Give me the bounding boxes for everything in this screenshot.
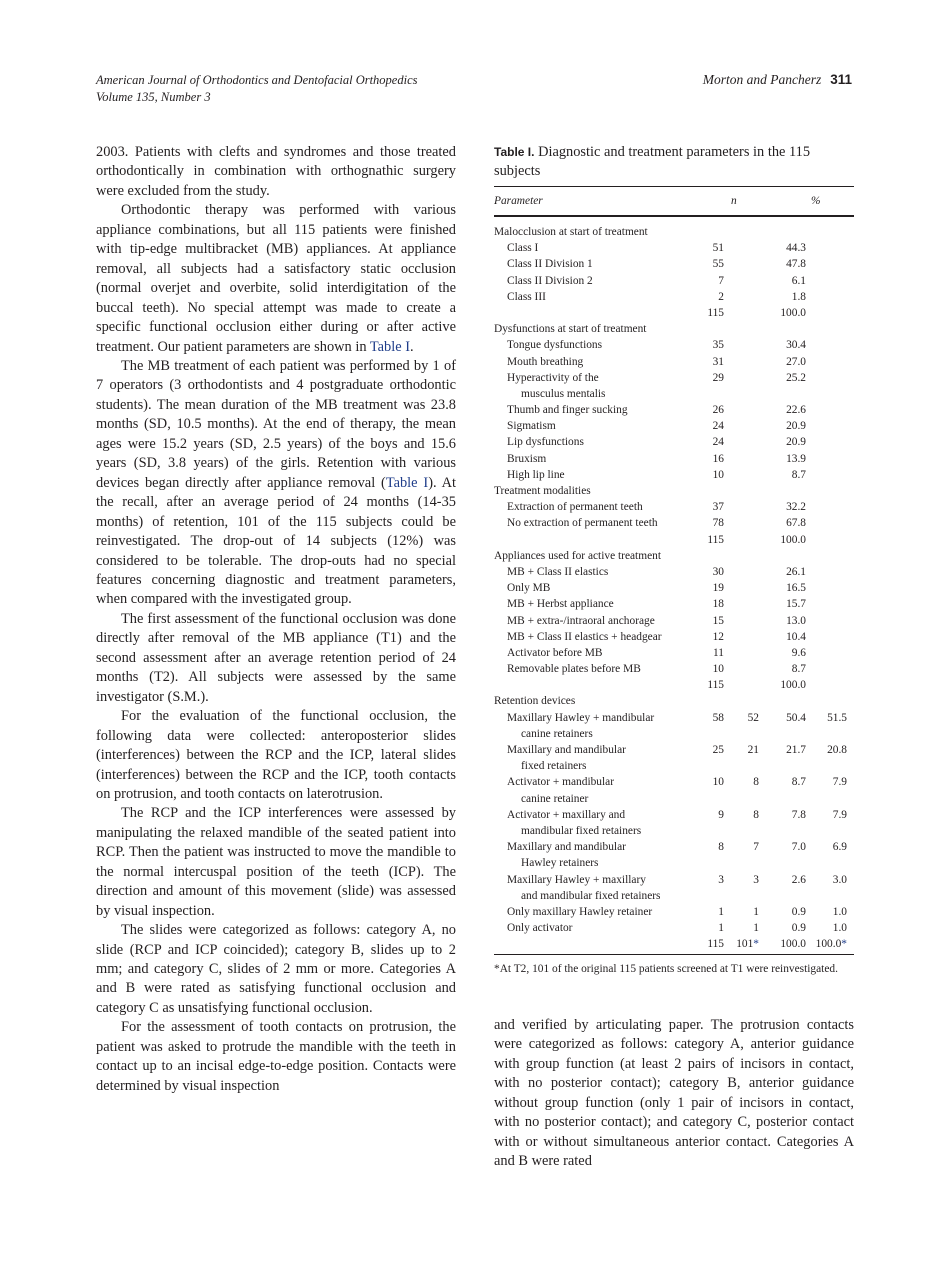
table-row [494,596,854,612]
paragraph-text: The RCP and the ICP interferences were assessed by manipulating the relaxed mandible of the seated patient into RCP. Then the patient was instructed to move the mandible to the normal intercuspal position of the teeth (ICP). The direction and amount of this movement (slide) was assessed by visual inspection. [96,805,456,919]
table-cell-n-t1: 35 [712,339,724,352]
table-cell-n-t1: 58 [712,711,724,724]
table-row [494,256,854,272]
table-row [494,580,854,596]
paragraph-text: 2003. Patients with clefts and syndromes and those treated orthodontically in combination with orthognathic surgery were excluded from the study. [96,144,456,199]
paragraph-text: Orthodontic therapy was performed with various appliance combinations, but all 115 patients were finished with tip-edge multibracket (MB) appliances. At appliance removal, all subjects had a satisfactory static occlusion (normal overjet and overbite, solid interdigitation of the buccal teeth). No special attempt was made to create a specific functional occlusion either during or after active treatment. Our patient parameters are shown in [96,202,456,355]
col-header-parameter: Parameter [494,195,543,207]
table-row [494,499,854,515]
table-cell-n-t1: 18 [712,598,724,611]
table-row [494,386,854,402]
paragraph-text: The slides were categorized as follows: category A, no slide (RCP and ICP coincided); category B, slides up to 2 mm; and category C, slides of 2 mm or more. Categories A and B were rated as satisfying functional occlusion and category C as unsatisfying functional occlusion. [96,922,456,1016]
table-row-label: MB + Class II elastics + headgear [507,630,662,643]
table-cell-percent-t2: 3.0 [832,873,847,886]
table-row [494,791,854,807]
table-cell-n-t1: 115 [707,306,724,319]
table-row [494,807,854,823]
table-cell-percent-t1: 20.9 [786,420,806,433]
table-cell-n-t1: 1 [718,905,724,918]
table-cell-percent-t2: 20.8 [827,744,847,756]
table-cell-percent-t2: 51.5 [827,711,847,724]
table-section-heading: Appliances used for active treatment [494,549,661,562]
table-row [494,548,854,564]
table-row [494,289,854,305]
table-reference-link[interactable]: Table I [369,338,411,355]
table-cell-percent-t1: 100.0 [780,938,806,951]
table-cell-n-t2: 101* [736,938,759,951]
table-1 [494,143,854,977]
table-cell-percent-t1: 2.6 [791,873,806,886]
table-cell-n-t1: 24 [712,420,724,433]
table-cell-n-t1: 10 [712,776,724,789]
table-cell-n-t1: 16 [712,452,724,465]
table-cell-n-t2: 1 [753,922,759,935]
table-cell-n-t1: 9 [718,808,724,821]
table-row [494,758,854,774]
table-row [494,742,854,758]
table-row [494,224,854,240]
table-row [494,418,854,434]
table-row [494,370,854,386]
table-row-label: canine retainer [521,792,589,805]
table-cell-percent-t1: 0.9 [791,905,806,918]
table-row-label: Only activator [507,922,573,935]
table-row [494,483,854,499]
table-row-label: Only MB [507,582,551,595]
table-body [494,186,854,955]
table-section-heading: Treatment modalities [494,485,591,497]
body-paragraph [96,804,456,921]
table-cell-n-t1: 19 [712,582,724,595]
table-cell-n-t2: 7 [753,841,759,854]
table-cell-percent-t1: 7.0 [791,841,806,854]
paragraph-text: The first assessment of the functional occlusion was done directly after removal of the MB appliance (T1) and the second assessment after an average retention period of 24 months (T2). All subjects were assessed by the same investigator (S.M.). [96,610,456,705]
table-cell-percent-t1: 100.0 [780,306,806,319]
table-row-label: Maxillary Hawley + mandibular [507,711,655,724]
table-cell-percent-t1: 7.8 [791,808,806,821]
table-caption [494,143,854,181]
table-cell-n-t1: 24 [712,436,724,449]
table-row [494,872,854,888]
table-section-heading: Dysfunctions at start of treatment [494,323,647,336]
table-cell-percent-t1: 100.0 [780,679,806,692]
journal-title: American Journal of Orthodontics and Dentofacial Orthopedics [96,73,418,87]
table-cell-percent-t2: 6.9 [832,841,847,854]
table-cell-n-t1: 15 [712,614,724,627]
table-cell-percent-t1: 6.1 [791,274,806,287]
table-row [494,337,854,353]
paragraph-text: ). At the recall, after an average period of 24 months (14-35 months) of retention, 101 of the 115 subjects could be reinvestigated. The drop-out of 14 subjects (12%) was considered to be tolerable. The drop-outs had no special features concerning diagnostic and treatment parameters, when compared with the investigated group. [96,474,456,608]
table-cell-percent-t1: 100.0 [780,533,806,546]
table-cell-n-t1: 3 [718,873,724,886]
table-row [494,888,854,904]
table-row [494,434,854,450]
page-number: 311 [830,72,852,87]
paragraph-text: For the evaluation of the functional occlusion, the following data were collected: anteroposterior slides (interferences) between the RCP and the ICP, lateral slides (interferences) between the RCP and the ICP, tooth contacts on protrusion, and tooth contacts on laterotrusion. [96,708,456,802]
table-row [494,839,854,855]
table-cell-n-t2: 3 [753,873,759,886]
table-row [494,661,854,677]
table-cell-percent-t1: 15.7 [786,598,806,611]
table-label: Table I. [494,145,535,159]
table-cell-n-t1: 2 [718,290,724,303]
table-row-label: No extraction of permanent teeth [507,517,658,530]
table-row [494,305,854,321]
table-cell-percent-t1: 21.7 [786,744,806,756]
table-row-label: fixed retainers [521,760,587,773]
body-paragraph [96,1018,456,1096]
table-row [494,321,854,337]
paragraph-text: For the assessment of tooth contacts on protrusion, the patient was asked to protrude the mandible with the teeth in contact up to an incisal edge-to-edge position. Contacts were determined by visual inspection [96,1019,456,1094]
table-row-label: Maxillary and mandibular [507,841,626,854]
table-cell-percent-t1: 22.6 [786,404,806,417]
table-cell-n-t1: 12 [712,630,724,643]
footnote-marker: * [841,938,847,951]
table-cell-n-t1: 25 [712,744,724,756]
table-row-label: Activator + mandibular [507,776,615,789]
table-cell-n-t2: 52 [747,711,759,724]
left-text-column [96,143,456,1096]
table-cell-percent-t2: 7.9 [832,776,847,789]
table-caption-text: Diagnostic and treatment parameters in the 115 subjects [494,144,811,179]
table-cell-n-t2: 8 [753,808,759,821]
table-cell-percent-t1: 1.8 [791,290,806,303]
table-cell-n-t1: 30 [712,565,724,578]
body-paragraph [96,610,456,707]
table-row [494,823,854,839]
table-cell-n-t2: 21 [747,744,759,756]
journal-volume: Volume 135, Number 3 [96,89,211,104]
table-row [494,273,854,289]
table-cell-percent-t1: 25.2 [786,371,806,384]
table-row [494,726,854,742]
table-row [494,240,854,256]
running-header-journal [96,72,418,105]
table-row-label: Only maxillary Hawley retainer [507,905,653,918]
table-cell-percent-t2: 100.0* [815,938,847,951]
table-cell-percent-t1: 50.4 [786,711,806,724]
table-cell-percent-t1: 13.0 [786,614,806,627]
table-cell-n-t1: 78 [712,517,724,530]
table-row [494,402,854,418]
table-cell-percent-t1: 44.3 [786,242,806,255]
table-row [494,354,854,370]
body-paragraph [96,143,456,201]
table-header-row [494,187,854,217]
table-cell-percent-t1: 30.4 [786,339,806,352]
table-row-label: Class II Division 2 [507,274,593,287]
table-cell-percent-t1: 47.8 [786,258,806,271]
table-row-label: Class I [507,242,539,255]
body-paragraph [96,357,456,610]
table-row-label: musculus mentalis [521,387,606,400]
paragraph-text: . [410,338,414,355]
table-cell-n-t1: 11 [713,646,724,659]
table-row-label: Class II Division 1 [507,258,593,271]
table-row-label: canine retainers [521,727,593,740]
table-cell-percent-t1: 32.2 [786,501,806,514]
table-row [494,693,854,709]
running-authors: Morton and Pancherz [702,72,822,87]
table-cell-n-t1: 10 [712,468,724,481]
footnote-marker: * [753,938,759,951]
table-row-label: Removable plates before MB [507,663,641,676]
table-cell-n-t1: 1 [718,922,724,935]
table-cell-n-t1: 55 [712,258,724,271]
table-row [494,564,854,580]
table-row-label: MB + extra-/intraoral anchorage [507,614,655,627]
table-cell-n-t1: 31 [712,355,724,368]
table-row [494,645,854,661]
table-row-label: Mouth breathing [507,355,584,368]
table-cell-percent-t2: 1.0 [832,922,847,935]
table-row [494,677,854,693]
table-row-label: MB + Herbst appliance [507,598,614,611]
table-cell-n-t2: 1 [753,905,759,918]
table-cell-n-t1: 8 [718,841,724,854]
table-row-label: Activator before MB [507,646,603,659]
table-cell-n-t1: 51 [712,242,724,255]
table-cell-percent-t1: 27.0 [786,355,806,368]
right-paragraph: and verified by articulating paper. The protrusion contacts were categorized as follows: category A, anterior guidance with group function (at least 2 pairs of incisors in contact, with no posterior contact); category B, anterior guidance without group function (only 1 pair of incisors in contact, with no posterior contact); and category C, posterior contact with or without simultaneous anterior contact. Categories A and B were rated [494,1017,854,1170]
table-row [494,467,854,483]
table-cell-percent-t1: 16.5 [786,582,806,595]
table-cell-n-t1: 37 [712,501,724,514]
table-row-label: Extraction of permanent teeth [507,501,643,514]
col-header-n: n [731,195,737,207]
table-cell-percent-t1: 13.9 [786,452,806,465]
paragraph-text: The MB treatment of each patient was performed by 1 of 7 operators (3 orthodontists and 4 postgraduate orthodontic students). The mean duration of the MB treatment was 23.8 months (SD, 10.5 months). At the end of therapy, the mean ages were 15.2 years (SD, 2.5 years) of the boys and 15.6 years (SD, 3.8 years) of the girls. Retention with various devices began directly after appliance removal ( [96,357,456,491]
table-row [494,532,854,548]
table-row-label: Hyperactivity of the [507,371,599,384]
table-row-label: and mandibular fixed retainers [521,889,661,902]
table-row [494,920,854,936]
body-paragraph [96,201,456,357]
table-cell-percent-t1: 8.7 [791,776,806,789]
table-row [494,451,854,467]
body-paragraph [96,921,456,1018]
table-row [494,904,854,920]
table-row-label: MB + Class II elastics [507,565,609,578]
table-row-label: Activator + maxillary and [507,808,626,821]
table-row-label: mandibular fixed retainers [521,824,642,837]
table-row [494,855,854,871]
table-cell-percent-t1: 8.7 [791,663,806,676]
table-footnote: *At T2, 101 of the original 115 patients screened at T1 were reinvestigated. [494,963,838,976]
table-row-label: Class III [507,290,546,303]
table-cell-percent-t2: 7.9 [832,808,847,821]
table-cell-n-t2: 8 [753,776,759,789]
table-cell-n-t1: 115 [707,938,724,951]
table-row-label: Maxillary and mandibular [507,744,626,756]
table-row-label: Maxillary Hawley + maxillary [507,873,646,886]
table-row [494,613,854,629]
table-cell-percent-t1: 26.1 [786,565,806,578]
right-text-column [494,1016,854,1172]
table-cell-n-t1: 115 [707,679,724,692]
table-cell-percent-t1: 20.9 [786,436,806,449]
body-paragraph [96,707,456,804]
table-rows [494,217,854,954]
table-cell-percent-t1: 9.6 [791,646,806,659]
table-cell-n-t1: 115 [707,533,724,546]
table-section-heading: Malocclusion at start of treatment [494,226,648,238]
table-cell-n-t1: 26 [712,404,724,417]
running-header-right [703,72,852,89]
table-row [494,774,854,790]
table-cell-n-t1: 10 [712,663,724,676]
col-header-percent: % [811,195,821,207]
table-row-label: Tongue dysfunctions [507,339,603,352]
table-row-label: Sigmatism [507,420,556,433]
table-row-label: Bruxism [507,452,547,465]
table-row [494,936,854,952]
table-row [494,515,854,531]
table-row-label: Hawley retainers [521,857,599,870]
table-section-heading: Retention devices [494,695,576,708]
table-row-label: Lip dysfunctions [507,436,584,449]
table-row [494,629,854,645]
table-row [494,710,854,726]
table-reference-link[interactable]: Table I [385,474,429,491]
table-cell-percent-t1: 67.8 [786,517,806,530]
table-row-label: Thumb and finger sucking [507,404,628,417]
table-cell-percent-t1: 8.7 [791,468,806,481]
table-cell-percent-t2: 1.0 [832,905,847,918]
table-cell-n-t1: 7 [718,274,724,287]
table-cell-percent-t1: 0.9 [791,922,806,935]
table-cell-percent-t1: 10.4 [786,630,806,643]
table-row-label: High lip line [507,468,565,481]
table-cell-n-t1: 29 [712,371,724,384]
